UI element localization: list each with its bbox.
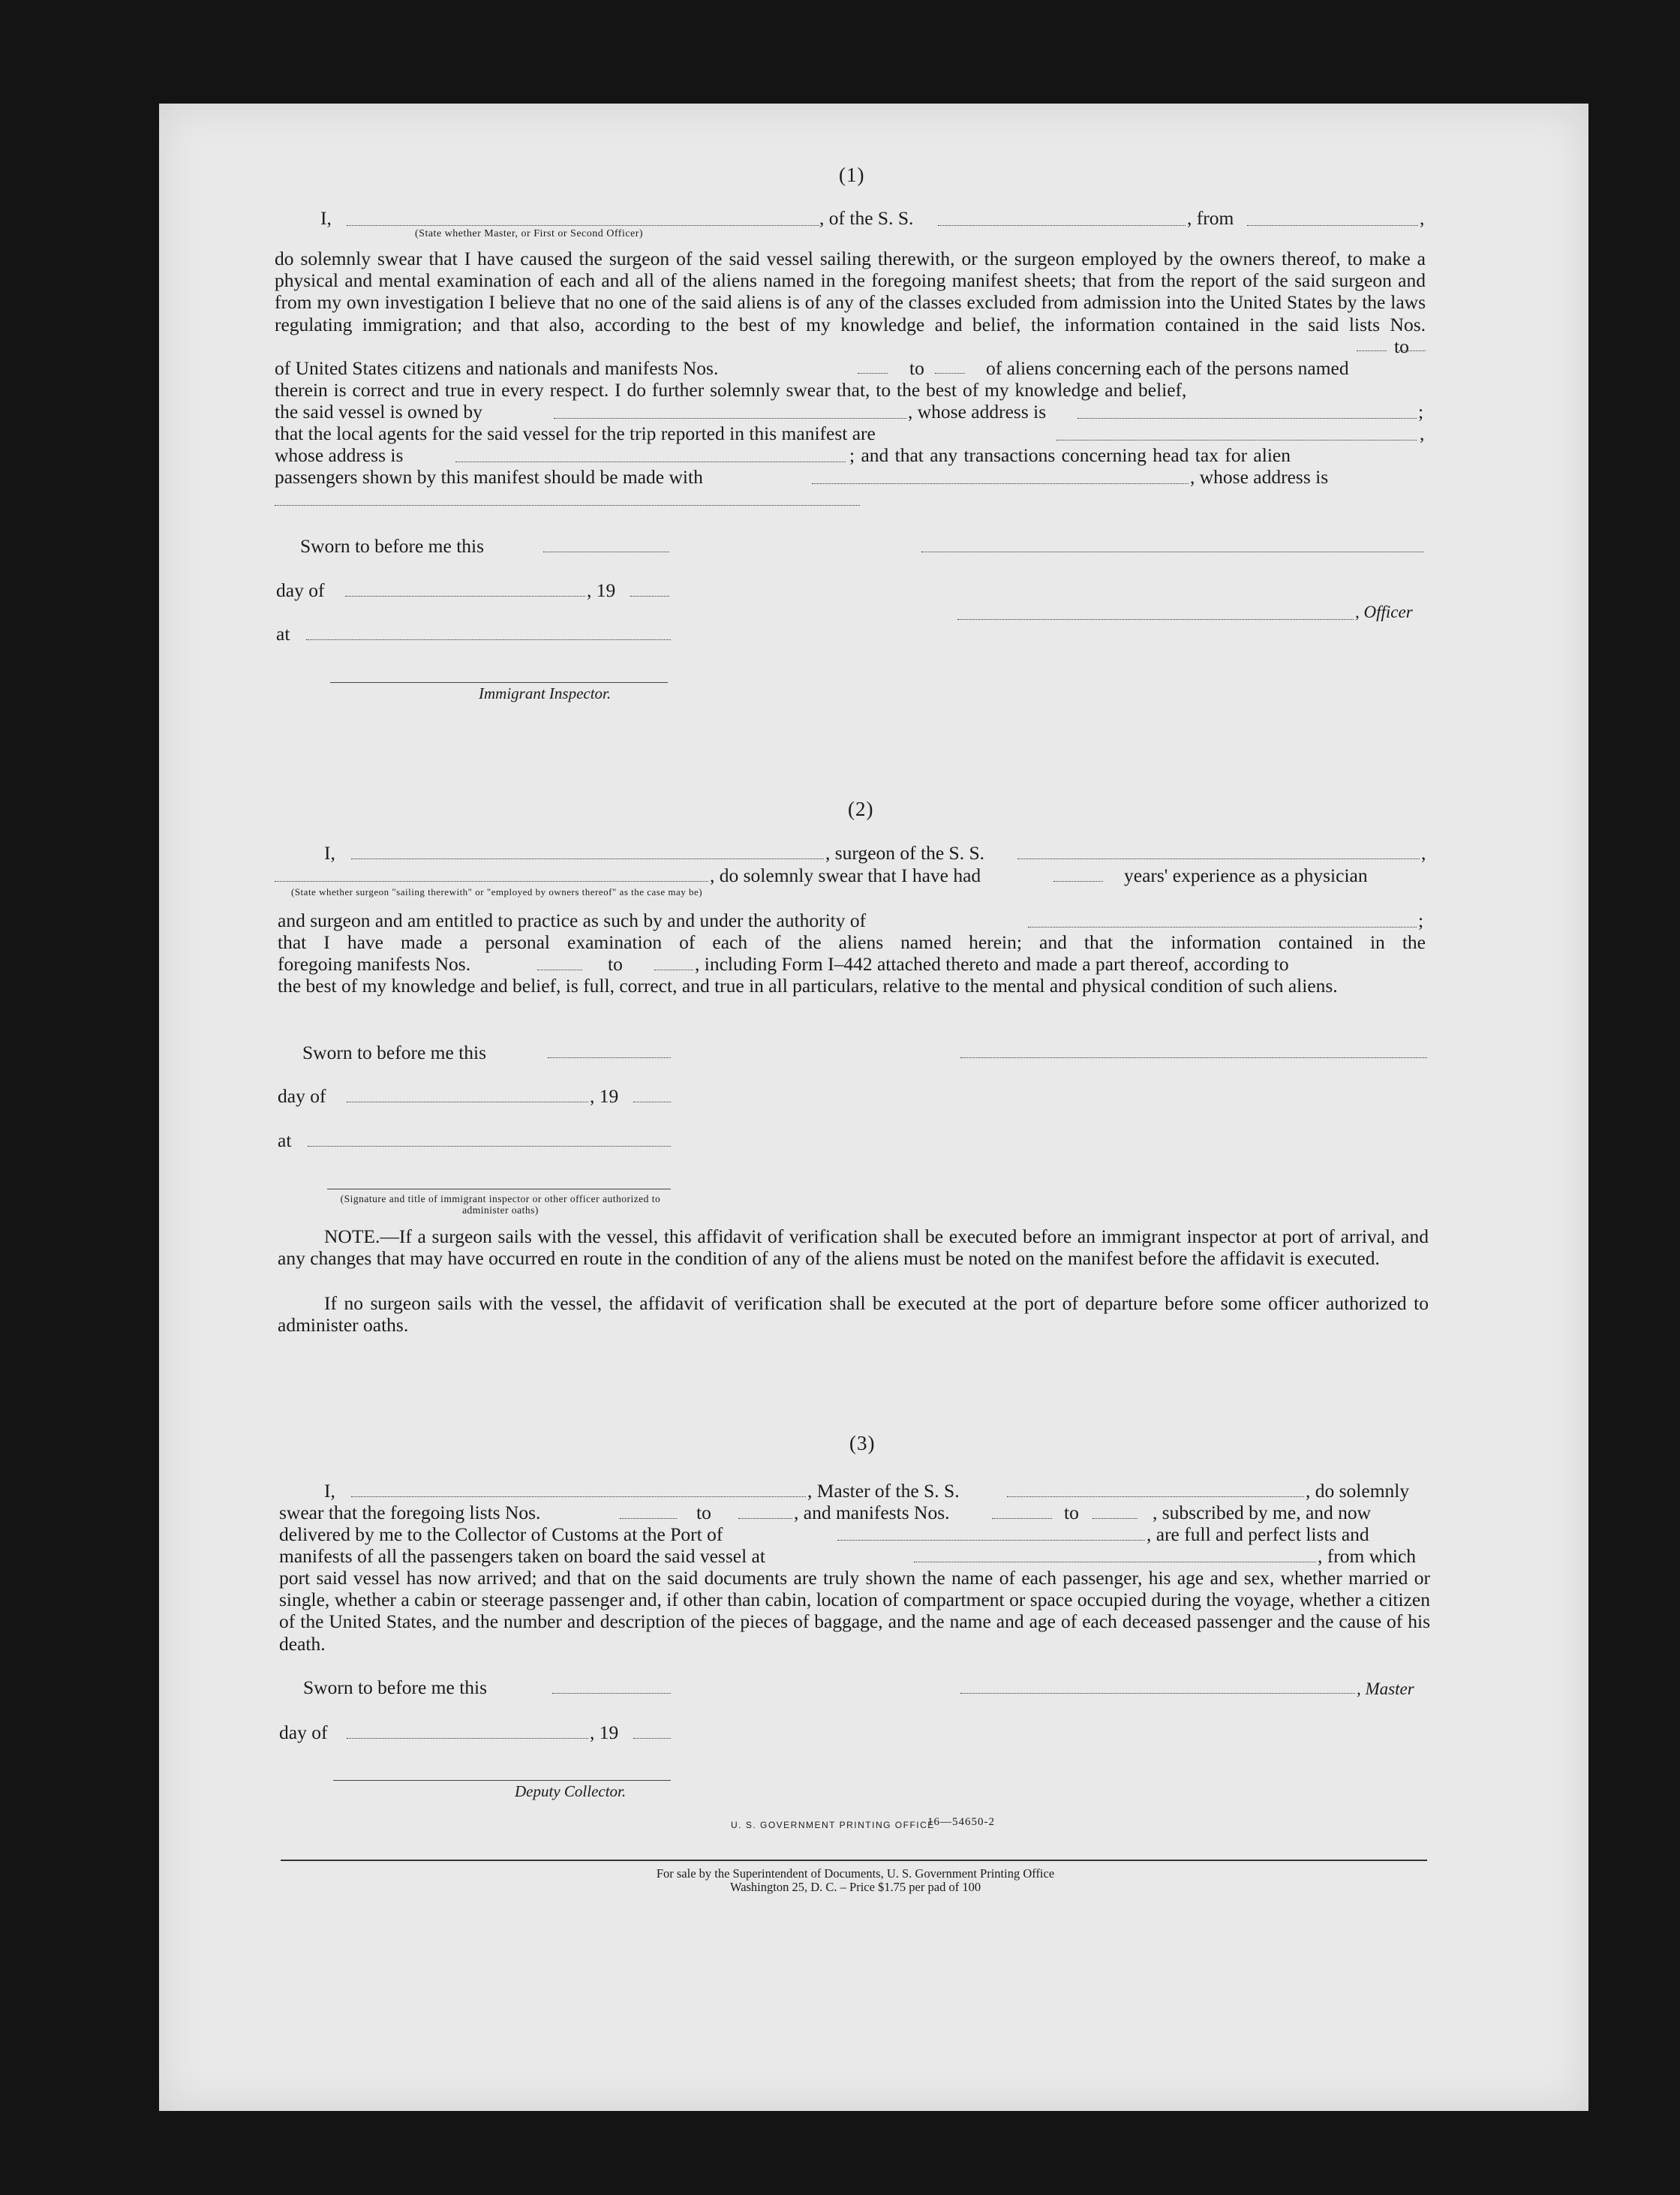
s3-subscribed-text: , subscribed by me, and now — [1153, 1502, 1372, 1523]
s2-to-label: to — [608, 953, 623, 975]
s3-vessel-field[interactable] — [1007, 1496, 1304, 1497]
s1-rank-note: (State whether Master, or First or Second Officer) — [415, 228, 644, 239]
s1-agents-text: that the local agents for the said vessel for the trip reported in this manifest are — [275, 422, 876, 444]
s3-deputy-label: Deputy Collector. — [515, 1782, 627, 1800]
s2-at-label: at — [278, 1129, 292, 1151]
s3-master-name-field[interactable] — [351, 1496, 806, 1497]
s1-head-tax-agent-field[interactable] — [812, 483, 1189, 484]
s1-manifest-to-field[interactable] — [935, 373, 965, 374]
section-2-number: (2) — [848, 798, 874, 820]
s1-head-tax-text: ; and that any transactions concerning head tax for alien — [849, 444, 1291, 466]
sale-notice-line-1: For sale by the Superintendent of Documents, U. S. Government Printing Office — [656, 1866, 1055, 1881]
s3-i-label: I, — [324, 1480, 335, 1502]
s1-from-field[interactable] — [1247, 225, 1418, 226]
s1-to-label: to — [1394, 335, 1409, 357]
s2-comma: , — [1421, 842, 1426, 864]
s3-manifest-to-field[interactable] — [1092, 1518, 1138, 1519]
s3-port-field[interactable] — [837, 1540, 1145, 1541]
s1-year-label: , 19 — [587, 579, 616, 601]
s1-list-from-field[interactable] — [1357, 350, 1387, 351]
s2-examination-text: that I have made a personal examination of each of the aliens named herein; and that the information contained in the — [278, 931, 1426, 953]
s1-sworn-label: Sworn to before me this — [300, 535, 485, 557]
s1-agent-address-label: whose address is — [275, 444, 404, 466]
s2-day-of-label: day of — [278, 1085, 326, 1107]
s3-full-text: , are full and perfect lists and — [1147, 1523, 1369, 1545]
s2-surgeon-of-label: , surgeon of the S. S. — [825, 842, 985, 864]
s3-list-from-field[interactable] — [620, 1518, 677, 1519]
s2-years-field[interactable] — [1053, 881, 1103, 882]
s1-manifest-from-field[interactable] — [858, 373, 888, 374]
s1-day-of-label: day of — [276, 579, 325, 601]
s2-sworn-day-field[interactable] — [548, 1057, 671, 1058]
s1-rank-field[interactable] — [347, 225, 819, 226]
s2-belief-text: the best of my knowledge and belief, is full, correct, and true in all particulars, relative to the mental and physical condition of such aliens. — [278, 975, 1338, 997]
s1-concerning-text: of aliens concerning each of the persons named — [986, 357, 1349, 379]
s1-at-label: at — [276, 623, 290, 645]
s1-inspector-signature-line[interactable] — [330, 682, 668, 683]
s1-comma-2: , — [1420, 422, 1425, 444]
s2-surgeon-signature-field[interactable] — [960, 1057, 1427, 1058]
bleed-through-text — [735, 499, 749, 525]
s1-semicolon: ; — [1418, 401, 1424, 422]
form-code: 16—54650-2 — [927, 1816, 995, 1828]
s3-documents-paragraph: port said vessel has now arrived; and that on the said documents are truly shown the name of each passenger, his age and sex, whether married or single, whether a cabin or steerage passenger and, if other than cabin, location of compartment or space occupied during the voyage, whether a citizen of the United States, and the number and description of the pieces of baggage, and the name and age of each deceased passenger and the cause of his death. — [279, 1567, 1430, 1655]
s1-month-field[interactable] — [345, 596, 585, 597]
s2-semicolon: ; — [1418, 910, 1424, 931]
s1-head-tax-address-field[interactable] — [275, 505, 860, 506]
s3-delivered-text: delivered by me to the Collector of Customs at the Port of — [279, 1523, 723, 1545]
s3-list-to-field[interactable] — [738, 1518, 792, 1519]
s1-owned-by-label: the said vessel is owned by — [275, 401, 482, 422]
sale-notice-line-2: Washington 25, D. C. – Price $1.75 per pad of 100 — [729, 1880, 981, 1894]
s3-swear-text: swear that the foregoing lists Nos. — [279, 1502, 541, 1523]
s3-year-label: , 19 — [590, 1721, 619, 1743]
s2-surgeon-name-field[interactable] — [351, 858, 824, 859]
s1-head-tax-address-label: , whose address is — [1190, 466, 1329, 488]
s2-signature-note: (Signature and title of immigrant inspector or other officer authorized to administer oaths) — [340, 1193, 661, 1216]
s3-manifests-all-text: manifests of all the passengers taken on board the said vessel at — [279, 1545, 765, 1567]
s1-place-field[interactable] — [306, 639, 671, 640]
s2-note-paragraph: NOTE.—If a surgeon sails with the vessel, this affidavit of verification shall be executed before an immigrant inspector at port of arrival, and any changes that may have occurred en route in the condition of any of the aliens must be noted on the manifest before the affidavit is executed. — [278, 1225, 1429, 1270]
s2-sworn-label: Sworn to before me this — [302, 1042, 487, 1063]
s3-collector-signature-line[interactable] — [333, 1780, 671, 1781]
s3-manifests-text: , and manifests Nos. — [794, 1502, 950, 1523]
gpo-imprint: U. S. GOVERNMENT PRINTING OFFICE — [731, 1820, 935, 1830]
s1-officer-label: , Officer — [1355, 603, 1413, 621]
s1-us-citizens-text: of United States citizens and nationals and manifests Nos. — [275, 357, 719, 379]
s2-vessel-field[interactable] — [1017, 858, 1420, 859]
s3-master-of-label: , Master of the S. S. — [807, 1480, 960, 1502]
s1-owner-address-field[interactable] — [1077, 418, 1417, 419]
s1-passengers-text: passengers shown by this manifest should be made with — [275, 466, 703, 488]
s1-year-field[interactable] — [630, 596, 669, 597]
s1-of-ss-label: , of the S. S. — [819, 207, 914, 229]
s1-officer-name-field[interactable] — [957, 619, 1354, 620]
section-1-number: (1) — [839, 164, 865, 186]
s3-month-field[interactable] — [347, 1738, 588, 1739]
footer-rule — [281, 1860, 1427, 1861]
s1-agents-field[interactable] — [1056, 440, 1417, 441]
s2-foregoing-text: foregoing manifests Nos. — [278, 953, 471, 975]
s1-inspector-label: Immigrant Inspector. — [479, 684, 612, 702]
s1-therein-text: therein is correct and true in every respect. I do further solemnly swear that, to the best of my knowledge and belief, — [275, 379, 1187, 401]
s3-day-of-label: day of — [279, 1721, 328, 1743]
s1-list-to-field[interactable] — [1399, 350, 1426, 351]
s3-master-label: , Master — [1357, 1679, 1414, 1698]
s3-sworn-label: Sworn to before me this — [303, 1676, 488, 1698]
s1-from-label: , from — [1187, 207, 1234, 229]
s2-i-label: I, — [324, 842, 335, 864]
s2-authority-field[interactable] — [1028, 927, 1417, 928]
s2-place-field[interactable] — [308, 1146, 671, 1147]
s2-do-swear-text: , do solemnly swear that I have had — [710, 864, 981, 886]
s2-authority-text: and surgeon and am entitled to practice as such by and under the authority of — [278, 910, 867, 931]
s3-to-label-2: to — [1064, 1502, 1079, 1523]
s1-owner-field[interactable] — [554, 418, 906, 419]
s1-i-label: I, — [320, 207, 332, 229]
s3-to-label: to — [696, 1502, 711, 1523]
s2-years-text: years' experience as a physician — [1124, 864, 1368, 886]
s2-note-paragraph-2: If no surgeon sails with the vessel, the affidavit of verification shall be executed at the port of departure before some officer authorized to administer oaths. — [278, 1292, 1429, 1337]
s1-vessel-field[interactable] — [938, 225, 1186, 226]
s3-master-signature-field[interactable] — [960, 1693, 1355, 1694]
s3-from-which-text: , from which — [1318, 1545, 1417, 1567]
s2-sailing-field[interactable] — [275, 881, 708, 882]
s1-to-label-2: to — [909, 357, 924, 379]
s1-oath-paragraph: do solemnly swear that I have caused the surgeon of the said vessel sailing therewith, or the surgeon employed by the owners thereof, to make a physical and mental examination of each and all of the aliens named in the foregoing manifest sheets; that from the report of the said surgeon and from my own investigation I believe that no one of the said aliens is of any of the classes excluded from admission into the United States by the laws regulating immigration; and that also, according to the best of my knowledge and belief, the information contained in the said lists Nos. — [275, 248, 1426, 335]
s2-including-text: , including Form I–442 attached thereto and made a part thereof, according to — [695, 953, 1289, 975]
s3-sworn-day-field[interactable] — [552, 1693, 671, 1694]
s1-owner-address-label: , whose address is — [908, 401, 1047, 422]
section-3-number: (3) — [849, 1432, 876, 1454]
s3-manifest-from-field[interactable] — [992, 1518, 1052, 1519]
s3-year-field[interactable] — [633, 1738, 671, 1739]
s3-solemnly-text: , do solemnly — [1306, 1480, 1410, 1502]
s2-sailing-note: (State whether surgeon "sailing therewith" or "employed by owners thereof" as the case may be) — [291, 886, 703, 898]
s1-comma: , — [1420, 207, 1425, 229]
s2-year-label: , 19 — [590, 1085, 619, 1107]
